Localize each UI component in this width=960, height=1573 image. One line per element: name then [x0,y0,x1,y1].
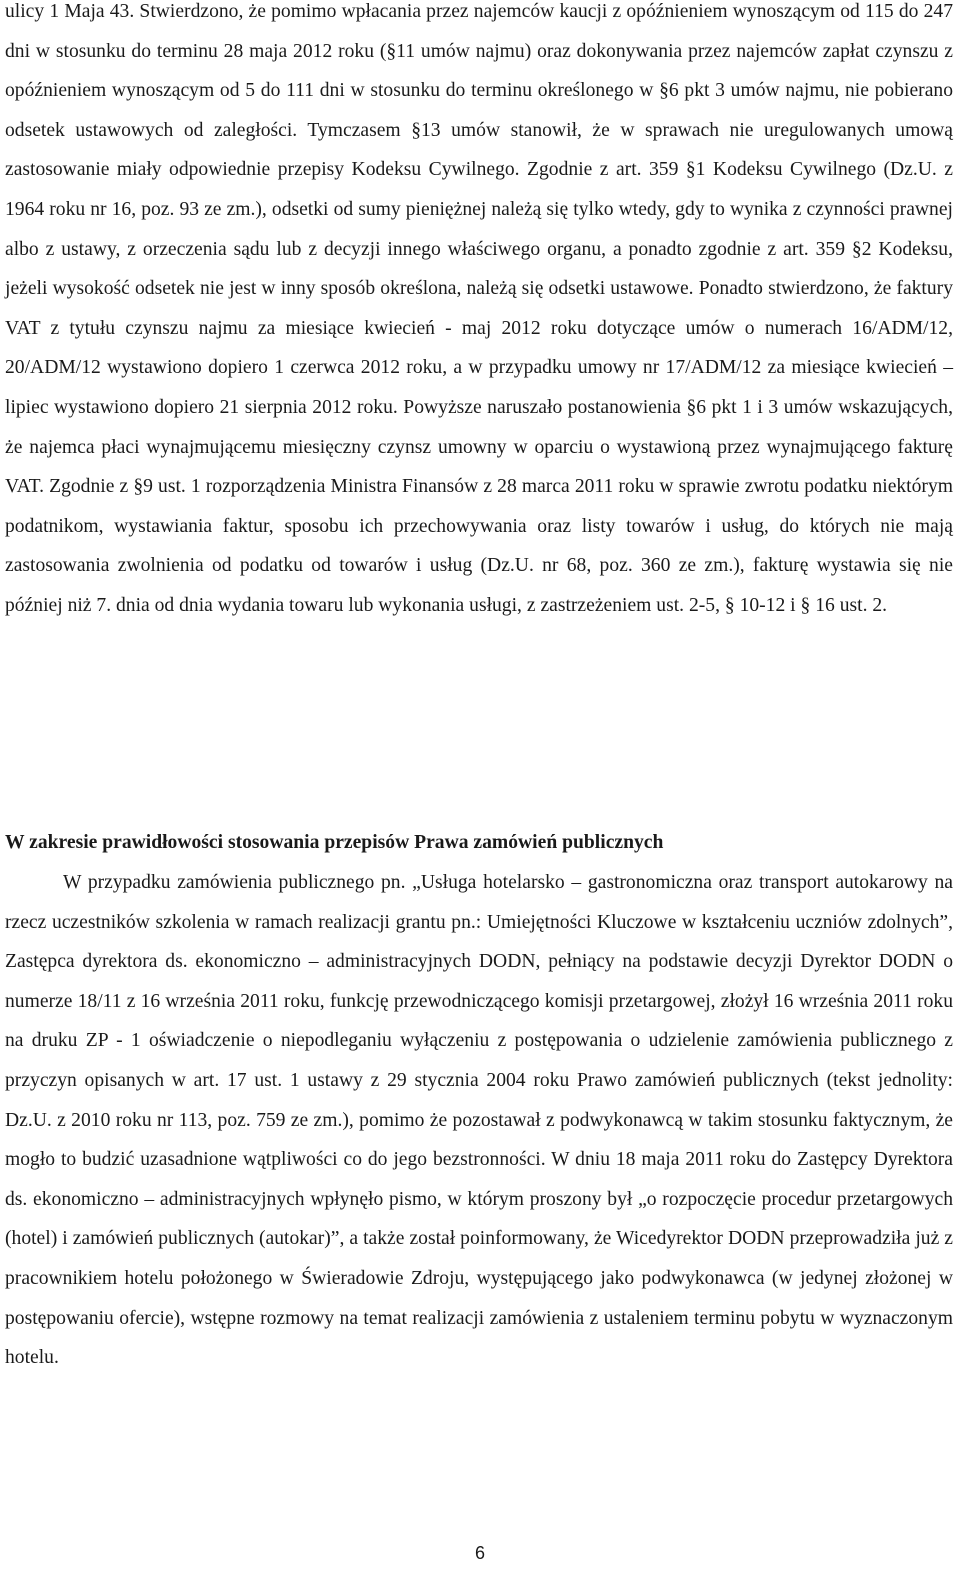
body-paragraph-2: W przypadku zamówienia publicznego pn. „Usługa hotelarsko – gastronomiczna oraz transport autokarowy na rzecz uczestników szkolenia w ramach realizacji grantu pn.: Umiejętności Kluczowe w kształceniu uczniów zdolnych”, Zastępca dyrektora ds. ekonomiczno – administracyjnych DODN, pełniący na podstawie decyzji Dyrektor DODN o numerze 18/11 z 16 września 2011 roku, funkcję przewodniczącego komisji przetargowej, złożył 16 września 2011 roku na druku ZP - 1 oświadczenie o niepodleganiu wyłączeniu z postępowania o udzielenie zamówienia publicznego z przyczyn opisanych w art. 17 ust. 1 ustawy z 29 stycznia 2004 roku Prawo zamówień publicznych (tekst jednolity: Dz.U. z 2010 roku nr 113, poz. 759 ze zm.), pomimo że pozostawał z podwykonawcą w takim stosunku faktycznym, że mogło to budzić uzasadnione wątpliwości co do jego bezstronności. W dniu 18 maja 2011 roku do Zastępcy Dyrektora ds. ekonomiczno – administracyjnych wpłynęło pismo, w którym proszony był „o rozpoczęcie procedur przetargowych (hotel) i zamówień publicznych (autokar)”, a także został poinformowany, że Wicedyrektor DODN przeprowadziła już z pracownikiem hotelu położonego w Świeradowie Zdroju, występującego jako podwykonawca (w jedynej złożonej w postępowaniu ofercie), wstępne rozmowy na temat realizacji zamówienia z ustaleniem terminu pobytu w wyznaczonym hotelu. [5,872,953,1369]
page-number: 6 [474,1543,485,1563]
section-heading: W zakresie prawidłowości stosowania przepisów Prawa zamówień publicznych [5,832,664,853]
body-paragraph-1: ulicy 1 Maja 43. Stwierdzono, że pomimo wpłacania przez najemców kaucji z opóźnieniem wynoszącym od 115 do 247 dni w stosunku do terminu 28 maja 2012 roku (§11 umów najmu) oraz dokonywania przez najemców zapłat czynszu z opóźnieniem wynoszącym od 5 do 111 dni w stosunku do terminu określonego w §6 pkt 3 umów najmu, nie pobierano odsetek ustawowych od zaległości. Tymczasem §13 umów stanowił, że w sprawach nie uregulowanych umową zastosowanie miały odpowiednie przepisy Kodeksu Cywilnego. Zgodnie z art. 359 §1 Kodeksu Cywilnego (Dz.U. z 1964 roku nr 16, poz. 93 ze zm.), odsetki od sumy pieniężnej należą się tylko wtedy, gdy to wynika z czynności prawnej albo z ustawy, z orzeczenia sądu lub z decyzji innego właściwego organu, a ponadto zgodnie z art. 359 §2 Kodeksu, jeżeli wysokość odsetek nie jest w inny sposób określona, należą się odsetki ustawowe. Ponadto stwierdzono, że faktury VAT z tytułu czynszu najmu za miesiące kwiecień - maj 2012 roku dotyczące umów o numerach 16/ADM/12, 20/ADM/12 wystawiono dopiero 1 czerwca 2012 roku, a w przypadku umowy nr 17/ADM/12 za miesiące kwiecień – lipiec wystawiono dopiero 21 sierpnia 2012 roku. Powyższe naruszało postanowienia §6 pkt 1 i 3 umów wskazujących, że najemca płaci wynajmującemu miesięczny czynsz umowny w oparciu o wystawioną przez wynajmującego fakturę VAT. Zgodnie z §9 ust. 1 rozporządzenia Ministra Finansów z 28 marca 2011 roku w sprawie zwrotu podatku niektórym podatnikom, wystawiania faktur, sposobu ich przechowywania oraz listy towarów i usług, do których nie mają zastosowania zwolnienia od podatku od towarów i usług (Dz.U. nr 68, poz. 360 ze zm.), fakturę wystawia się nie później niż 7. dnia od dnia wydania towaru lub wykonania usługi, z zastrzeżeniem ust. 2-5, § 10-12 i § 16 ust. 2. [5,1,953,616]
